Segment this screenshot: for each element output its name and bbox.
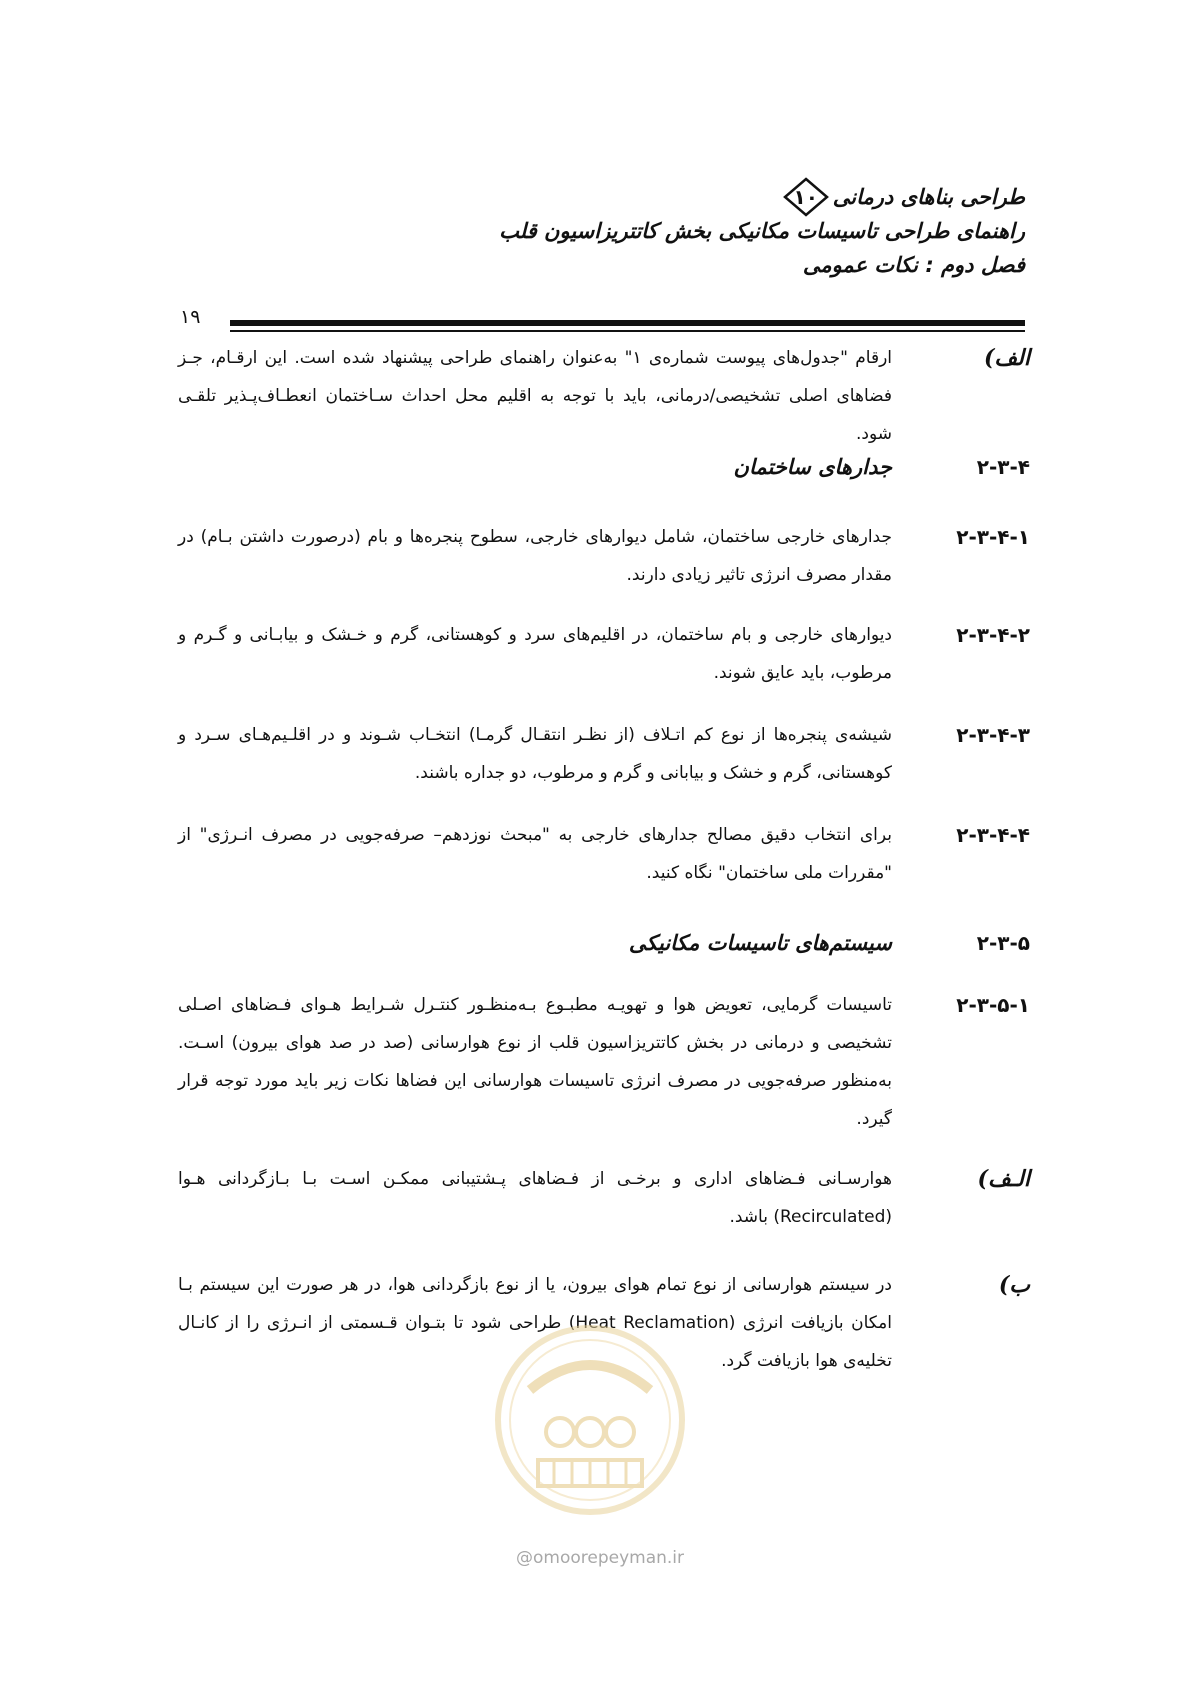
clause-text: دیوارهای خارجی و بام ساختمان، در اقلیم‌های سرد و کوهستانی، گرم و خـشک و بیابـانی و گـرم و مرطوب، باید عایق شوند. xyxy=(178,625,892,683)
series-number: ۱۰ xyxy=(793,185,818,209)
clause-text: شیشه‌ی پنجره‌ها از نوع کم اتـلاف (از نظـر انتقـال گرمـا) انتخـاب شـوند و در اقلـیم‌هـای سـرد و کوهستانی، گرم و خشک و بیابانی و گرم و مرطوب، دو جداره باشند. xyxy=(178,725,892,783)
series-number-badge xyxy=(783,177,829,217)
header-rule-thick xyxy=(230,320,1025,326)
clause-number: ۲-۳-۴-۳ xyxy=(956,723,1030,747)
clause-number: ۲-۳-۴-۲ xyxy=(956,623,1030,647)
section-number: ۲-۳-۵ xyxy=(976,931,1030,955)
clause-text: برای انتخاب دقیق مصالح جدارهای خارجی به "مبحث نوزدهم– صرفه‌جویی در مصرف انـرژی" از "مقررات ملی ساختمان" نگاه کنید. xyxy=(178,825,892,883)
page-header xyxy=(230,180,1025,282)
item-label: ب) xyxy=(998,1272,1030,1298)
item-text: هوارسـانی فـضاهای اداری و برخـی از فـضاهای پـشتیبانی ممکـن اسـت بـا بـازگردانی هـوا (Recirculated) باشد. xyxy=(178,1169,892,1227)
section-title: سیستم‌های تاسیسات مکانیکی xyxy=(628,930,892,955)
item-text: ارقام "جدول‌های پیوست شماره‌ی ۱" به‌عنوان راهنمای طراحی پیشنهاد شده است. این ارقـام، جـز فضاهای اصلی تشخیصی/درمانی، باید با توجه به اقلیم محل احداث سـاختمان انعطـاف‌پـذیر تلقـی شود. xyxy=(178,348,893,444)
item-label: الف) xyxy=(984,345,1030,371)
series-title: طراحی بناهای درمانی xyxy=(832,185,1025,209)
item-label: الـف) xyxy=(977,1166,1030,1192)
book-title: راهنمای طراحی تاسیسات مکانیکی بخش کاتتریزاسیون قلب xyxy=(499,219,1025,243)
series-title-row xyxy=(230,180,1025,214)
clause-text: جدارهای خارجی ساختمان، شامل دیوارهای خارجی، سطوح پنجره‌ها و بام (درصورت داشتن بـام) در مقدار مصرف انرژی تاثیر زیادی دارند. xyxy=(178,527,892,585)
clause-text: تاسیسات گرمایی، تعویض هوا و تهویـه مطبـوع بـه‌منظـور کنتـرل شـرایط هـوای فـضاهای اصـلی تشخیصی و درمانی در بخش کاتتریزاسیون قلب از نوع هوارسانی (صد در صد هوای بیرون) اسـت. به‌منظور صرفه‌جویی در مصرف انرژی تاسیسات هوارسانی این فضاها نکات زیر باید مورد توجه قرار گیرد. xyxy=(178,995,892,1129)
section-number: ۲-۳-۴ xyxy=(976,455,1030,479)
clause-number: ۲-۳-۴-۱ xyxy=(956,525,1030,549)
header-rule-thin xyxy=(230,330,1025,332)
page-number: ۱۹ xyxy=(180,306,201,328)
watermark-url: @omoorepeyman.ir xyxy=(515,1548,685,1568)
clause-number: ۲-۳-۴-۴ xyxy=(956,823,1030,847)
chapter-title: فصل دوم : نکات عمومی xyxy=(802,253,1025,277)
clause-number: ۲-۳-۵-۱ xyxy=(956,993,1030,1017)
item-text: در سیستم هوارسانی از نوع تمام هوای بیرون، یا از نوع بازگردانی هوا، در هر صورت این سیستم بـا امکان بازیافت انرژی (Heat Reclamation) طراحی شود تا بتـوان قـسمتی از انـرژی را از کانـال تخلیه‌ی هوا بازیافت گرد. xyxy=(178,1275,892,1371)
section-title: جدارهای ساختمان xyxy=(733,454,892,479)
